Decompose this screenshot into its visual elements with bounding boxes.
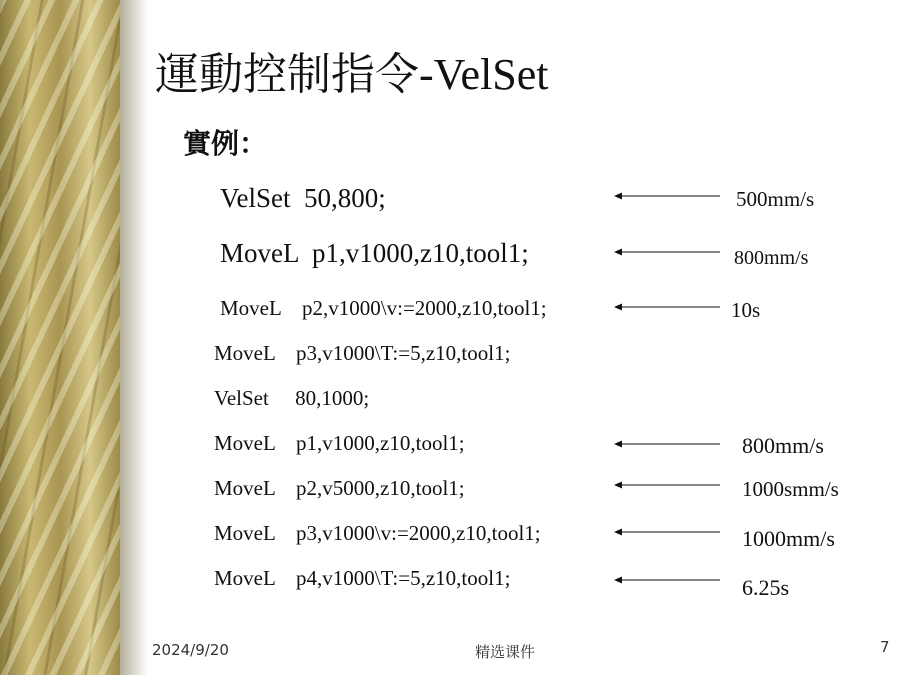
speed-note: 800mm/s	[742, 433, 824, 458]
footer-date: 2024/9/20	[152, 641, 229, 659]
code-line: MoveL p1,v1000,z10,tool1;	[220, 238, 529, 268]
speed-note: 800mm/s	[734, 247, 809, 269]
left-arrow-icon	[614, 575, 720, 585]
speed-note: 1000smm/s	[742, 477, 839, 501]
left-arrow-icon	[614, 302, 720, 312]
slide-title: 運動控制指令-VelSet	[155, 50, 549, 99]
speed-note: 6.25s	[742, 575, 790, 600]
side-band-shadow	[120, 0, 148, 675]
slide-subtitle: 實例：	[183, 129, 268, 160]
speed-note: 10s	[731, 298, 761, 322]
code-line: VelSet 80,1000;	[214, 386, 370, 410]
code-line: MoveL p2,v1000\v:=2000,z10,tool1;	[220, 296, 547, 320]
left-arrow-icon	[614, 527, 720, 537]
left-arrow-icon	[614, 247, 720, 257]
code-line: MoveL p3,v1000\v:=2000,z10,tool1;	[214, 521, 541, 545]
left-arrow-icon	[614, 191, 720, 201]
left-arrow-icon	[614, 439, 720, 449]
page-number: 7	[880, 638, 890, 656]
code-line: MoveL p4,v1000\T:=5,z10,tool1;	[214, 566, 511, 590]
code-line: MoveL p3,v1000\T:=5,z10,tool1;	[214, 341, 511, 365]
code-line: MoveL p1,v1000,z10,tool1;	[214, 431, 465, 455]
speed-note: 1000mm/s	[742, 526, 835, 551]
code-line: VelSet 50,800;	[220, 183, 386, 213]
left-arrow-icon	[614, 480, 720, 490]
code-line: MoveL p2,v5000,z10,tool1;	[214, 476, 465, 500]
speed-note: 500mm/s	[736, 187, 815, 211]
decorative-side-band	[0, 0, 120, 675]
footer-center-text: 精选课件	[475, 643, 536, 661]
